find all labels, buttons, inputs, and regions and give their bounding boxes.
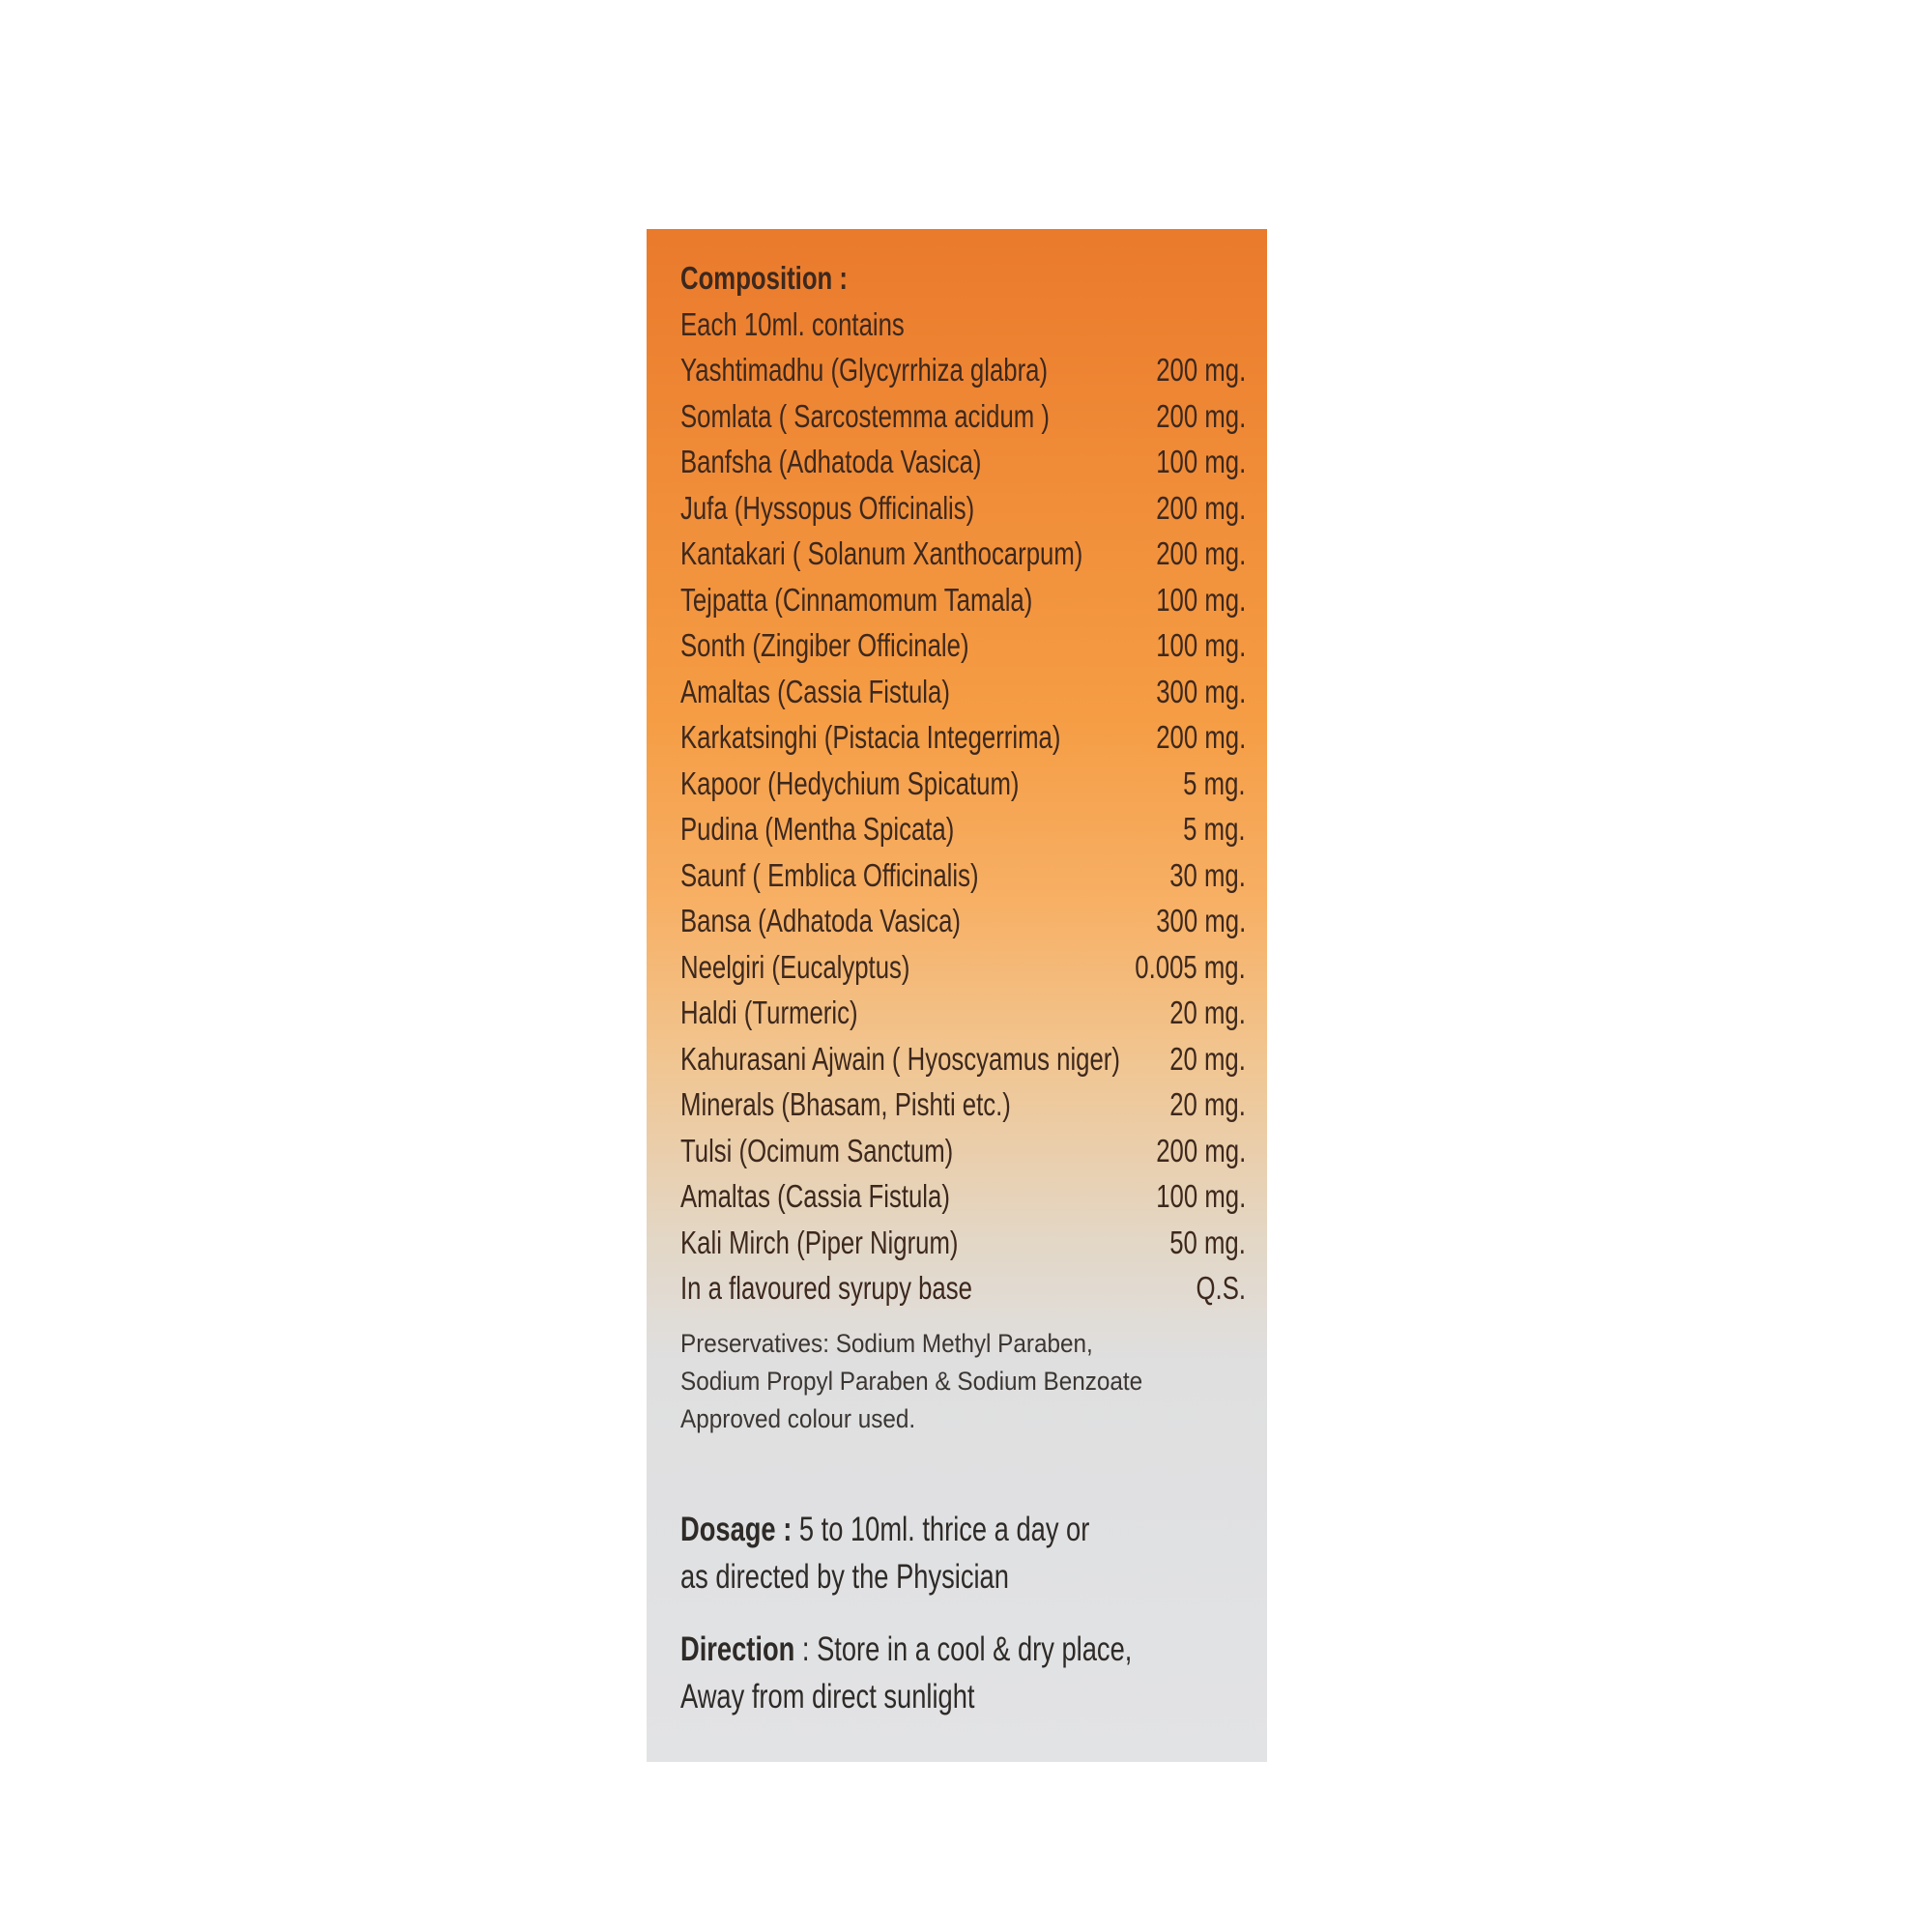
ingredient-row — [680, 1128, 1246, 1174]
ingredient-name: Jufa (Hyssopus Officinalis) — [680, 489, 975, 526]
ingredient-row — [680, 669, 1246, 715]
direction-text: Away from direct sunlight — [680, 1677, 975, 1716]
ingredient-qty: 100 mg. — [1155, 1178, 1246, 1214]
ingredient-qty: 200 mg. — [1155, 352, 1246, 388]
ingredient-name: Minerals (Bhasam, Pishti etc.) — [680, 1086, 1011, 1122]
ingredient-qty: 200 mg. — [1155, 719, 1246, 755]
ingredient-row — [680, 1220, 1246, 1266]
ingredient-name: Neelgiri (Eucalyptus) — [680, 948, 910, 985]
ingredient-qty: 200 mg. — [1155, 1132, 1246, 1168]
ingredient-qty: 200 mg. — [1155, 397, 1246, 434]
ingredient-qty: 50 mg. — [1169, 1224, 1246, 1260]
preservatives-line: Preservatives: Sodium Methyl Paraben, — [680, 1328, 1093, 1358]
ingredient-row — [680, 1265, 1246, 1312]
ingredient-row — [680, 622, 1246, 669]
ingredient-qty: 200 mg. — [1155, 535, 1246, 571]
ingredient-row — [680, 347, 1246, 393]
ingredient-name: Kantakari ( Solanum Xanthocarpum) — [680, 535, 1083, 571]
ingredient-name: Tulsi (Ocimum Sanctum) — [680, 1132, 954, 1168]
preservatives-note — [680, 1325, 1190, 1438]
ingredient-qty: 300 mg. — [1155, 903, 1246, 938]
ingredient-row — [680, 990, 1246, 1036]
dosage-text: 5 to 10ml. thrice a day or — [792, 1510, 1090, 1548]
ingredient-name: Kahurasani Ajwain ( Hyoscyamus niger) — [680, 1040, 1120, 1077]
ingredient-qty: 20 mg. — [1169, 1086, 1246, 1122]
ingredient-row — [680, 1081, 1246, 1128]
preservatives-line: Approved colour used. — [680, 1403, 916, 1433]
ingredient-name: Banfsha (Adhatoda Vasica) — [680, 444, 982, 479]
ingredient-name: Kali Mirch (Piper Nigrum) — [680, 1224, 959, 1260]
ingredient-qty: 5 mg. — [1183, 811, 1246, 847]
ingredient-qty: 100 mg. — [1155, 627, 1246, 663]
ingredient-name: Haldi (Turmeric) — [680, 995, 858, 1030]
ingredient-row — [680, 393, 1246, 440]
ingredient-qty: 20 mg. — [1169, 995, 1246, 1030]
ingredient-row — [680, 806, 1246, 852]
direction-text: : Store in a cool & dry place, — [794, 1629, 1133, 1668]
ingredient-qty: 100 mg. — [1155, 444, 1246, 479]
ingredient-qty: 100 mg. — [1155, 581, 1246, 618]
ingredient-name: In a flavoured syrupy base — [680, 1270, 972, 1306]
dosage-label: Dosage : — [680, 1510, 793, 1548]
preservatives-line: Sodium Propyl Paraben & Sodium Benzoate — [680, 1366, 1143, 1396]
ingredient-qty: 200 mg. — [1155, 489, 1246, 526]
direction-section — [680, 1626, 1246, 1720]
label-panel — [647, 229, 1267, 1762]
ingredient-row — [680, 944, 1246, 991]
ingredient-name: Amaltas (Cassia Fistula) — [680, 1178, 950, 1214]
ingredient-row — [680, 1173, 1246, 1220]
ingredient-list — [680, 347, 1246, 1312]
ingredient-name: Sonth (Zingiber Officinale) — [680, 627, 969, 663]
ingredient-name: Bansa (Adhatoda Vasica) — [680, 903, 962, 938]
ingredient-qty: 5 mg. — [1183, 764, 1246, 801]
ingredient-qty: Q.S. — [1196, 1270, 1246, 1306]
ingredient-qty: 0.005 mg. — [1135, 948, 1246, 985]
ingredient-name: Karkatsinghi (Pistacia Integerrima) — [680, 719, 1061, 755]
dosage-text: as directed by the Physician — [680, 1557, 1009, 1596]
ingredient-row — [680, 439, 1246, 485]
ingredient-row — [680, 714, 1246, 761]
ingredient-row — [680, 852, 1246, 899]
composition-subheading: Each 10ml. contains — [680, 305, 905, 342]
ingredient-row — [680, 485, 1246, 532]
ingredient-name: Yashtimadhu (Glycyrrhiza glabra) — [680, 352, 1049, 388]
ingredient-row — [680, 577, 1246, 623]
ingredient-row — [680, 898, 1246, 944]
direction-label: Direction — [680, 1629, 795, 1668]
ingredient-name: Tejpatta (Cinnamomum Tamala) — [680, 581, 1033, 618]
ingredient-name: Kapoor (Hedychium Spicatum) — [680, 764, 1020, 801]
ingredient-row — [680, 531, 1246, 577]
composition-heading: Composition : — [680, 260, 849, 296]
ingredient-qty: 300 mg. — [1155, 673, 1246, 709]
ingredient-name: Pudina (Mentha Spicata) — [680, 811, 955, 847]
ingredient-name: Somlata ( Sarcostemma acidum ) — [680, 397, 1050, 434]
ingredient-name: Amaltas (Cassia Fistula) — [680, 673, 950, 709]
dosage-section — [680, 1506, 1246, 1600]
ingredient-qty: 20 mg. — [1169, 1040, 1246, 1077]
ingredient-row — [680, 1036, 1246, 1082]
ingredient-row — [680, 761, 1246, 807]
ingredient-name: Saunf ( Emblica Officinalis) — [680, 856, 979, 893]
ingredient-qty: 30 mg. — [1169, 856, 1246, 893]
